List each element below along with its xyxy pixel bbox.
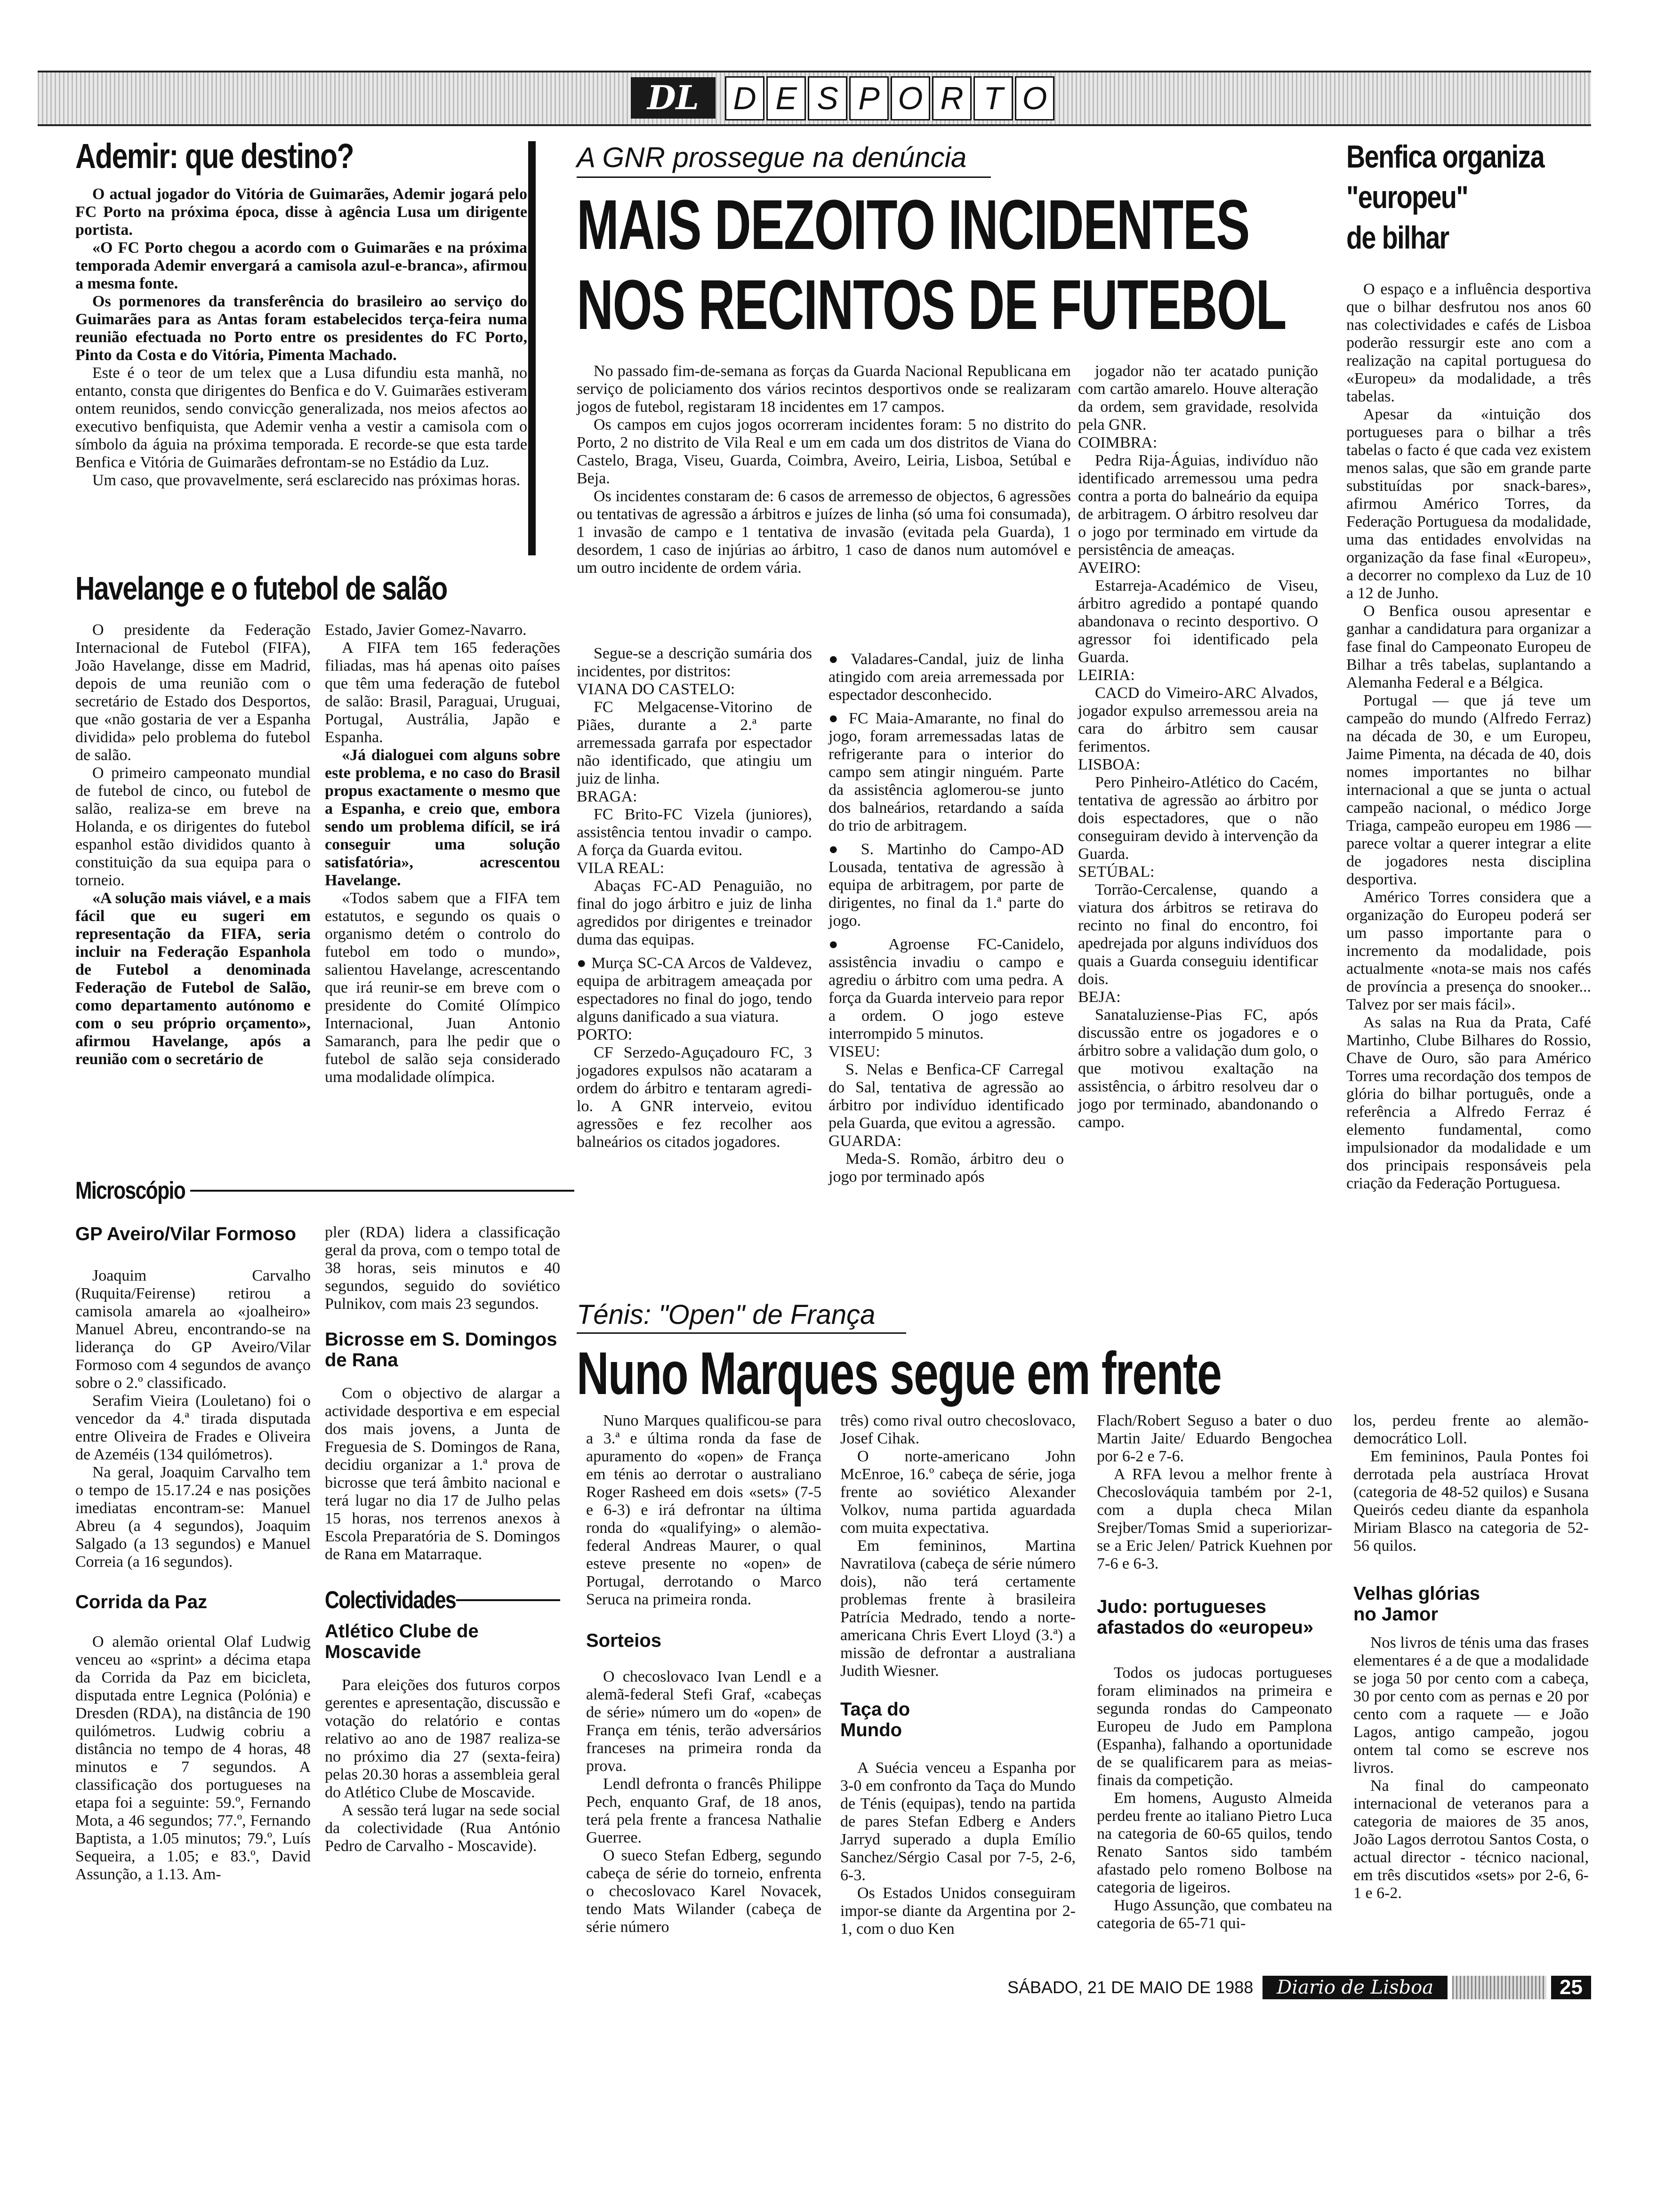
- district-label: VIANA DO CASTELO:: [577, 681, 735, 698]
- paragraph: A FIFA tem 165 federações filiadas, mas há apenas oito países que têm uma federação de futebol de salão: Brasil, Paraguai, Uruguai, Portugal, Austrália, Japão e Espanha.: [325, 639, 560, 746]
- paragraph: O actual jogador do Vitória de Guimarães, Ademir jogará pelo FC Porto na próxima época, disse à agência Lusa um dirigente portista.: [75, 185, 527, 239]
- gnr-col-2: [828, 645, 1064, 1186]
- district-label: SETÚBAL:: [1078, 863, 1155, 881]
- paragraph: A sessão terá lugar na sede social da colectividade (Rua António Pedro de Carvalho - Moscavide).: [325, 1802, 560, 1855]
- paragraph: Para eleições dos futuros corpos gerentes e apresentação, discussão e votação do relatório e contas relativo ao ano de 1987 realiza-se no próximo dia 27 (sexta-feira) pelas 20.30 horas a assembleia geral do Atlético Clube de Moscavide.: [325, 1676, 560, 1801]
- paragraph: «A solução mais viável, e a mais fácil que eu sugeri em representação da FIFA, seria incluir na Federação Espanhola de Futebol a denominada Federação de Futebol de Salão, como departamento autónomo e com o seu próprio orçamento», afirmou Havelange, após a reunião com o secretário de: [75, 890, 311, 1068]
- paragraph: Os incidentes constaram de: 6 casos de arremesso de objectos, 6 agressões ou tentativas de agressão a árbitros e juízes de linha (só uma foi consumada), 1 invasão de campo e 1 tentativa de invasão (evitada pela Guarda), 1 desordem, 1 caso de injúrias ao árbitro, 1 caso de danos num automóvel e um outro incidente de ordem vária.: [577, 488, 1071, 577]
- tenis-col-3: [1097, 1412, 1332, 1932]
- article-body: [75, 1267, 311, 1571]
- paragraph: três) como rival outro checoslovaco, Josef Cihak.: [840, 1412, 1076, 1447]
- article-body: [75, 1633, 311, 1883]
- colectividades-header: [325, 1586, 560, 1614]
- article-body: [840, 1759, 1076, 1938]
- section-letter: O: [1015, 76, 1054, 120]
- article-headline: MAIS DEZOITO INCIDENTES: [577, 185, 1249, 264]
- subheading: GP Aveiro/Vilar Formoso: [75, 1224, 297, 1244]
- header-rule: [456, 1599, 560, 1601]
- article-tenis: [577, 1299, 1589, 1409]
- paragraph: jogador não ter acatado punição com cartão amarelo. Houve alteração da ordem, sem gravidade, resolvida pela GNR.: [1078, 362, 1318, 433]
- paragraph: FC Melgacense-Vitorino de Piães, durante a 2.ª parte arremessada garrafa por espectador não identificado, que atingiu um juiz de linha.: [577, 698, 812, 787]
- article-gnr: [577, 141, 1286, 345]
- article-body: [1353, 1634, 1589, 1902]
- article-kicker: Ténis: "Open" de França: [577, 1299, 906, 1334]
- havelange-col-2: [325, 621, 560, 1086]
- subheading: Sorteios: [586, 1630, 662, 1651]
- paragraph: No passado fim-de-semana as forças da Guarda Nacional Republicana em serviço de policiamento dos vários recintos desportivos onde se realizaram jogos de futebol, registaram 18 incidentes em 17 campos.: [577, 362, 1071, 416]
- paragraph: Abaças FC-AD Penaguião, no final do jogo árbitro e juiz de linha agredidos por dirigentes e treinador duma das equipas.: [577, 877, 812, 948]
- paragraph: Flach/Robert Seguso a bater o duo Martin Jaite/ Eduardo Bengochea por 6-2 e 7-6.: [1097, 1412, 1332, 1465]
- incident-item: ● Murça SC-CA Arcos de Valdevez, equipa de arbitragem ameaçada por espectadores no final do jogo, tendo alguns danificado a sua viatura.: [577, 954, 812, 1026]
- article-kicker: A GNR prossegue na denúncia: [577, 141, 991, 178]
- paragraph: Segue-se a descrição sumária dos incidentes, por distritos:: [577, 645, 812, 680]
- article-body: [1097, 1412, 1332, 1573]
- paragraph: O sueco Stefan Edberg, segundo cabeça de série do torneio, enfrenta o checoslovaco Karel Novacek, tendo Mats Wilander (cabeça de série número: [586, 1847, 821, 1936]
- paragraph: Pero Pinheiro-Atlético do Cacém, tentativa de agressão ao árbitro por dois espectadores, que o não conseguiram devido à intervenção da Guarda.: [1078, 774, 1318, 863]
- issue-date: SÁBADO, 21 DE MAIO DE 1988: [1007, 1978, 1254, 1997]
- paragraph: Joaquim Carvalho (Ruquita/Feirense) retirou a camisola amarela ao «joalheiro» Manuel Abreu, encontrando-se na liderança do GP Aveiro/Vilar Formoso com 4 segundos de avanço sobre o 2.º classificado.: [75, 1267, 311, 1392]
- incident-item: ● S. Martinho do Campo-AD Lousada, tentativa de agressão à equipa de arbitragem, por parte de dirigentes, no final da 1.ª parte do jogo.: [828, 841, 1064, 930]
- paragraph: O primeiro campeonato mundial de futebol de cinco, ou futebol de salão, realiza-se em breve na Holanda, e os dirigentes do futebol espanhol estão divididos quanto à constituição da sua equipa para o torneio.: [75, 764, 311, 889]
- section-letter: P: [849, 76, 889, 120]
- paragraph: CACD do Vimeiro-ARC Alvados, jogador expulso arremessou areia na cara do árbitro sem causar ferimentos.: [1078, 684, 1318, 755]
- page-number: 25: [1551, 1976, 1591, 1999]
- article-body: [1097, 1664, 1332, 1932]
- incident-item: ● Valadares-Candal, juiz de linha atingido com areia arremessada por espectador desconhecido.: [828, 650, 1064, 704]
- newspaper-name: Diario de Lisboa: [1263, 1976, 1448, 1999]
- paragraph: O alemão oriental Olaf Ludwig venceu ao «sprint» a décima etapa da Corrida da Paz em bicicleta, disputada entre Legnica (Polónia) e Dresden (RDA), na distância de 190 quilómetros. Ludwig cobriu a distância no tempo de 4 horas, 48 minutos e 7 segundos. A classificação dos portugueses na etapa foi a seguinte: 59.º, Fernando Mota, a 46 segundos; 77.º, Fernando Baptista, a 1.05 minutos; 79.º, Luís Sequeira, a 1.05; e 83.º, David Assunção, a 1.13. Am-: [75, 1633, 311, 1883]
- paragraph: Um caso, que provavelmente, será esclarecido nas próximas horas.: [92, 472, 521, 489]
- district-label: VISEU:: [828, 1043, 880, 1060]
- paragraph: Estado, Javier Gomez-Navarro.: [325, 621, 527, 639]
- paragraph: Nos livros de ténis uma das frases elementares é a de que a modalidade se joga 50 por cento com a cabeça, 30 por cento com as pernas e 20 por cento com a raquete — e João Lagos, antigo campeão, jogou ontem tal como se escreve nos livros.: [1353, 1634, 1589, 1777]
- paragraph: Hugo Assunção, que combateu na categoria de 65-71 qui-: [1097, 1897, 1332, 1932]
- article-body: [75, 185, 527, 489]
- gnr-col-3: [1078, 362, 1318, 1131]
- section-label: Microscópio: [75, 1177, 185, 1204]
- paragraph: CF Serzedo-Aguçadouro FC, 3 jogadores expulsos não acataram a ordem do árbitro e tentaram agredi-lo. A GNR interveio, evitou agressões e fez recolher aos balneários os citados jogadores.: [577, 1044, 812, 1151]
- paragraph: Lendl defronta o francês Philippe Pech, enquanto Graf, de 18 anos, terá pela frente a francesa Nathalie Guerree.: [586, 1775, 821, 1846]
- paragraph: As salas na Rua da Prata, Café Martinho, Clube Bilhares do Rossio, Chave de Ouro, são para Américo Torres uma recordação dos tempos de glória do bilhar português, onde a referência a Alfredo Ferraz é elemento fundamental, como impulsionador da modalidade e um dos principais responsáveis pela criação da Federação Portuguesa.: [1346, 1014, 1591, 1192]
- paragraph: Com o objectivo de alargar a actividade desportiva e em especial dos mais jovens, a Junta de Freguesia de S. Domingos de Rana, decidiu organizar a 1.ª prova de bicrosse que terá âmbito nacional e terá lugar no dia 17 de Julho pelas 15 horas, nos terrenos anexos à Escola Preparatória de S. Domingos de Rana em Matarraque.: [325, 1385, 560, 1563]
- paragraph: Em femininos, Paula Pontes foi derrotada pela austríaca Hrovat (categoria de 48-52 quilos) e Susana Queirós cedeu diante da espanhola Miriam Blasco na categoria de 52-56 quilos.: [1353, 1448, 1589, 1555]
- paragraph: A Suécia venceu a Espanha por 3-0 em confronto da Taça do Mundo de Ténis (equipas), tendo na partida de pares Stefan Edberg e Anders Jarryd superado a dupla Emílio Sanchez/Sérgio Casal por 7-5, 2-6, 6-3.: [840, 1759, 1076, 1884]
- paragraph: «Já dialoguei com alguns sobre este problema, e no caso do Brasil propus exactamente o mesmo que a Espanha, e creio que, embora sendo um problema difícil, se irá conseguir uma solução satisfatória», acrescentou Havelange.: [325, 746, 560, 889]
- article-headline: Nuno Marques segue em frente: [577, 1340, 1222, 1407]
- paragraph: Portugal — que já teve um campeão do mundo (Alfredo Ferraz) na década de 30, e um Europeu, Jaime Pimenta, na década de 40, dois nomes importantes no bilhar internacional a que se junta o actual campeão nacional, o médico Jorge Triaga, campeão europeu em 1986 — parece voltar a querer integrar a elite de jogadores nesta disciplina desportiva.: [1346, 692, 1591, 888]
- article-ademir: [75, 136, 527, 489]
- district-label: BEJA:: [1078, 988, 1121, 1006]
- paragraph: O presidente da Federação Internacional de Futebol (FIFA), João Havelange, disse em Madrid, depois de uma reunião com o secretário de Estado dos Desportos, que «não gostaria de ver a Espanha dividida» pelo problema do futebol de salão.: [75, 621, 311, 764]
- paragraph: Apesar da «intuição dos portugueses para o bilhar a três tabelas o facto é que cada vez existem menos salas, que são em grande parte substituídas por snack-bares», afirmou Américo Torres, da Federação Portuguesa da modalidade, uma das entidades envolvidas na organização da fase final «Europeu», a decorrer no complexo da Luz de 10 a 12 de Junho.: [1346, 406, 1591, 602]
- district-label: AVEIRO:: [1078, 559, 1141, 577]
- section-letter: O: [891, 76, 930, 120]
- article-body: [586, 1412, 821, 1609]
- article-body: [1346, 281, 1591, 1193]
- article-headline: Benfica organiza: [1346, 139, 1544, 175]
- subheading: Atlético Clube de Moscavide: [325, 1621, 479, 1662]
- article-headline: "europeu": [1346, 179, 1468, 215]
- section-title: [725, 76, 1056, 120]
- district-label: BRAGA:: [577, 788, 637, 805]
- paragraph: Sanataluziense-Pias FC, após discussão entre os jogadores e o árbitro sobre a validação dum golo, o que motivou exaltação na assistência, o árbitro resolveu dar o jogo por terminado, abandonando o campo.: [1078, 1006, 1318, 1131]
- incident-item: ● FC Maia-Amarante, no final do jogo, foram arremessadas latas de refrigerante para o interior do campo sem atingir ninguém. Parte da assistência aglomerou-se junto dos balneários, retardando a saída do trio de arbitragem.: [828, 710, 1064, 835]
- paragraph: Este é o teor de um telex que a Lusa difundiu esta manhã, no entanto, consta que dirigentes do Benfica e do V. Guimarães estiveram ontem reunidos, sendo convicção generalizada, nos meios afectos ao executivo benfiquista, que Ademir venha a vestir a camisola com o símbolo da águia na próxima temporada. E recorde-se que esta tarde Benfica e Vitória de Guimarães defrontam-se no Estádio da Luz.: [75, 364, 527, 471]
- district-label: GUARDA:: [828, 1132, 901, 1150]
- subheading: Velhas glórias no Jamor: [1353, 1583, 1480, 1625]
- microscopio-col-1: [75, 1224, 311, 1883]
- paragraph: los, perdeu frente ao alemão-democrático Loll.: [1353, 1412, 1589, 1447]
- paragraph: S. Nelas e Benfica-CF Carregal do Sal, tentativa de agressão ao árbitro por indivíduo identificado pela Guarda, que evitou a agressão.: [828, 1061, 1064, 1132]
- microscopio-col-2: [325, 1224, 560, 1855]
- article-havelange: [75, 569, 574, 607]
- subheading: Bicrosse em S. Domingos de Rana: [325, 1329, 557, 1370]
- paragraph: O Benfica ousou apresentar e ganhar a candidatura para organizar a fase final do Campeonato Europeu de Bilhar a três tabelas, suplantando a Alemanha Federal e a Bélgica.: [1346, 602, 1591, 691]
- article-body: [325, 1385, 560, 1563]
- paragraph: Américo Torres considera que a organização do Europeu poderá ser um passo importante para o incremento da modalidade, pois actualmente «nota-se mais nos cafés de província a presença do snooker... Talvez por ser mais fácil».: [1346, 889, 1591, 1013]
- paragraph: Meda-S. Romão, árbitro deu o jogo por terminado após: [828, 1150, 1064, 1186]
- section-letter: T: [973, 76, 1013, 120]
- district-label: PORTO:: [577, 1026, 633, 1043]
- article-headline: de bilhar: [1346, 220, 1449, 256]
- section-letter: S: [808, 76, 847, 120]
- gnr-lead: [577, 362, 1071, 577]
- paragraph: pler (RDA) lidera a classificação geral da prova, com o tempo total de 38 horas, seis minutos e 40 segundos, seguido do soviético Pulnikov, com mais 23 segundos.: [325, 1224, 560, 1313]
- paragraph: O checoslovaco Ivan Lendl e a alemã-federal Stefi Graf, «cabeças de série» número um do «open» de França em ténis, terão adversários franceses na primeira ronda da prova.: [586, 1668, 821, 1775]
- section-label: Colectividades: [325, 1587, 456, 1614]
- article-body: [586, 1668, 821, 1936]
- paragraph: FC Brito-FC Vizela (juniores), assistência tentou invadir o campo. A força da Guarda evitou.: [577, 806, 812, 859]
- subheading: Corrida da Paz: [75, 1592, 208, 1612]
- paragraph: «Todos sabem que a FIFA tem estatutos, e segundo os quais o organismo detém o controlo do futebol em todo o mundo», salientou Havelange, acrescentando que irá reunir-se em breve com o presidente do Comité Olímpico Internacional, Juan Antonio Samaranch, para lhe pedir que o futebol de salão seja considerado uma modalidade olímpica.: [325, 890, 560, 1086]
- district-label: COIMBRA:: [1078, 434, 1158, 451]
- subheading: Judo: portugueses afastados do «europeu»: [1097, 1596, 1314, 1638]
- paragraph: Torrão-Cercalense, quando a viatura dos árbitros se retirava do recinto no final do encontro, foi apedrejada por alguns indivíduos dos quais a Guarda conseguiu identificar dois.: [1078, 881, 1318, 988]
- district-label: LISBOA:: [1078, 756, 1141, 773]
- paragraph: «O FC Porto chegou a acordo com o Guimarães e na próxima temporada Ademir envergará a camisola azul-e-branca», afirmou a mesma fonte.: [75, 239, 527, 292]
- column-rule: [528, 141, 536, 555]
- article-headline: Ademir: que destino?: [75, 136, 354, 176]
- paragraph: Todos os judocas portugueses foram eliminados na primeira e segunda rondas do Campeonato Europeu de Judo em Pamplona (Espanha), falhando a oportunidade de se qualificarem para as meias-finais da competição.: [1097, 1664, 1332, 1789]
- paragraph: Os pormenores da transferência do brasileiro ao serviço do Guimarães para as Antas foram estabelecidos terça-feira numa reunião efectuada no Porto entre os presidentes do FC Porto, Pinto da Costa e do Vitória, Pimenta Machado.: [75, 293, 527, 364]
- district-label: VILA REAL:: [577, 859, 665, 877]
- section-letter: R: [932, 76, 972, 120]
- paragraph: Os campos em cujos jogos ocorreram incidentes foram: 5 no distrito do Porto, 2 no distrito de Vila Real e um em cada um dos distritos de Viana do Castelo, Braga, Viseu, Guarda, Coimbra, Aveiro, Leiria, Lisboa, Setúbal e Beja.: [577, 416, 1071, 487]
- section-letter: E: [766, 76, 806, 120]
- page-footer: [1007, 1974, 1591, 2001]
- havelange-col-1: [75, 621, 311, 1068]
- article-body: [325, 1676, 560, 1855]
- paragraph: Em homens, Augusto Almeida perdeu frente ao italiano Pietro Luca na categoria de 60-65 quilos, tendo Renato Santos sido também afastado pelo romeno Bolbose na categoria de ligeiros.: [1097, 1789, 1332, 1896]
- incident-item: ● Agroense FC-Canidelo, assistência invadiu o campo e agrediu o árbitro com uma pedra. A força da Guarda interveio para repor a ordem. O jogo esteve interrompido 5 minutos.: [828, 936, 1064, 1043]
- footer-pattern: [1452, 1976, 1546, 1999]
- article-body: [1353, 1412, 1589, 1555]
- district-label: LEIRIA:: [1078, 666, 1135, 684]
- section-masthead: [38, 71, 1591, 126]
- paragraph: O espaço e a influência desportiva que o bilhar desfrutou nos anos 60 nas colectividades e cafés de Lisboa poderão ressurgir este ano com a realização na capital portuguesa do «Europeu» da modalidade, a três tabelas.: [1346, 281, 1591, 405]
- paragraph: A RFA levou a melhor frente à Checoslováquia também por 2-1, com a dupla checa Milan Srejber/Tomas Smid a superiorizar-se a Eric Jelen/ Patrick Kuehnen por 7-6 e 6-3.: [1097, 1466, 1332, 1572]
- microscopio-header: [75, 1177, 574, 1205]
- gnr-col-1: [577, 645, 812, 1151]
- tenis-col-2: [840, 1412, 1076, 1938]
- paragraph: Estarreja-Académico de Viseu, árbitro agredido a pontapé quando abandonava o recinto desportivo. O agressor foi identificado pela Guarda.: [1078, 577, 1318, 666]
- article-body: [840, 1412, 1076, 1680]
- paragraph: Pedra Rija-Águias, indivíduo não identificado arremessou uma pedra contra a porta do balneário da equipa de arbitragem. O árbitro resolveu dar o jogo por terminado em virtude da persistência de ameaças.: [1078, 452, 1318, 559]
- article-headline: NOS RECINTOS DE FUTEBOL: [577, 265, 1286, 344]
- paragraph: Na geral, Joaquim Carvalho tem o tempo de 15.17.24 e nas posições imediatas encontram-se: Manuel Abreu (a 4 segundos), Joaquim Salgado (a 13 segundos) e Manuel Correia (a 16 segundos).: [75, 1464, 311, 1571]
- article-headline: Havelange e o futebol de salão: [75, 570, 447, 607]
- tenis-col-4: [1353, 1412, 1589, 1902]
- tenis-col-1: [586, 1412, 821, 1936]
- paragraph: Em femininos, Martina Navratilova (cabeça de série número dois), não terá certamente problemas frente à brasileira Patrícia Medrado, tendo a norte-americana Chris Evert Lloyd (3.ª) a missão de defrontar a australiana Judith Wiesner.: [840, 1537, 1076, 1680]
- article-benfica: [1346, 136, 1591, 1193]
- paragraph: O norte-americano John McEnroe, 16.º cabeça de série, joga frente ao soviético Alexander Volkov, numa partida aguardada com muita expectativa.: [840, 1448, 1076, 1537]
- paragraph: Serafim Vieira (Louletano) foi o vencedor da 4.ª tirada disputada entre Oliveira de Frades e Oliveira de Azeméis (134 quilómetros).: [75, 1392, 311, 1463]
- section-letter: D: [725, 76, 764, 120]
- paragraph: Os Estados Unidos conseguiram impor-se diante da Argentina por 2-1, com o duo Ken: [840, 1884, 1076, 1938]
- article-body: [325, 1224, 560, 1313]
- subheading: Taça do Mundo: [840, 1699, 910, 1740]
- paragraph: Na final do campeonato internacional de veteranos para a categoria de maiores de 35 anos, João Lagos derrotou Santos Costa, o actual director - técnico nacional, em três discutidos «sets» por 2-6, 6-1 e 6-2.: [1353, 1777, 1589, 1902]
- paragraph: Nuno Marques qualificou-se para a 3.ª e última ronda da fase de apuramento do «open» de França em ténis ao derrotar o australiano Roger Rasheed em dois «sets» (7-5 e 6-3) e irá defrontar na última ronda do «qualifying» o alemão-federal Andreas Maurer, o qual esteve presente no «open» de Portugal, derrotando o Marco Seruca na primeira ronda.: [586, 1412, 821, 1608]
- header-rule: [190, 1190, 574, 1192]
- newspaper-logo: DL: [631, 77, 716, 119]
